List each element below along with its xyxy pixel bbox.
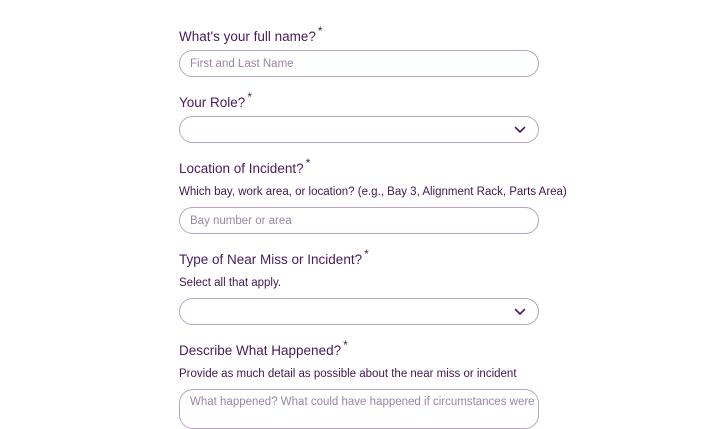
required-asterisk: *	[364, 247, 369, 261]
location-field[interactable]	[179, 207, 539, 234]
incident-type-help-text: Select all that apply.	[179, 277, 282, 289]
full-name-field[interactable]	[179, 50, 539, 77]
description-textarea[interactable]	[179, 389, 539, 429]
required-asterisk: *	[343, 338, 348, 352]
chevron-down-icon	[514, 308, 526, 316]
location-input[interactable]	[190, 215, 526, 227]
required-asterisk: *	[247, 90, 252, 104]
required-asterisk: *	[305, 156, 311, 170]
incident-type-label-text: Type of Near Miss or Incident?	[179, 252, 363, 267]
incident-type-select[interactable]	[179, 298, 539, 325]
location-help-text: Which bay, work area, or location? (e.g., Bay 3, Alignment Rack, Parts Area)	[179, 186, 567, 198]
location-label	[179, 156, 311, 176]
description-label-text: Describe What Happened?	[179, 343, 342, 358]
description-label	[179, 338, 348, 358]
description-placeholder: What happened? What could have happened if circumstances were	[190, 396, 535, 408]
required-asterisk: *	[317, 24, 323, 38]
role-label	[179, 90, 252, 110]
full-name-label	[179, 24, 323, 44]
description-help-text: Provide as much detail as possible about the near miss or incident	[179, 368, 517, 380]
incident-type-label	[179, 247, 369, 267]
full-name-label-text: What's your full name?	[179, 29, 316, 44]
location-label-text: Location of Incident?	[179, 161, 304, 176]
full-name-input[interactable]	[190, 58, 526, 70]
role-label-text: Your Role?	[179, 95, 246, 110]
chevron-down-icon	[514, 126, 526, 134]
role-select[interactable]	[179, 116, 539, 143]
